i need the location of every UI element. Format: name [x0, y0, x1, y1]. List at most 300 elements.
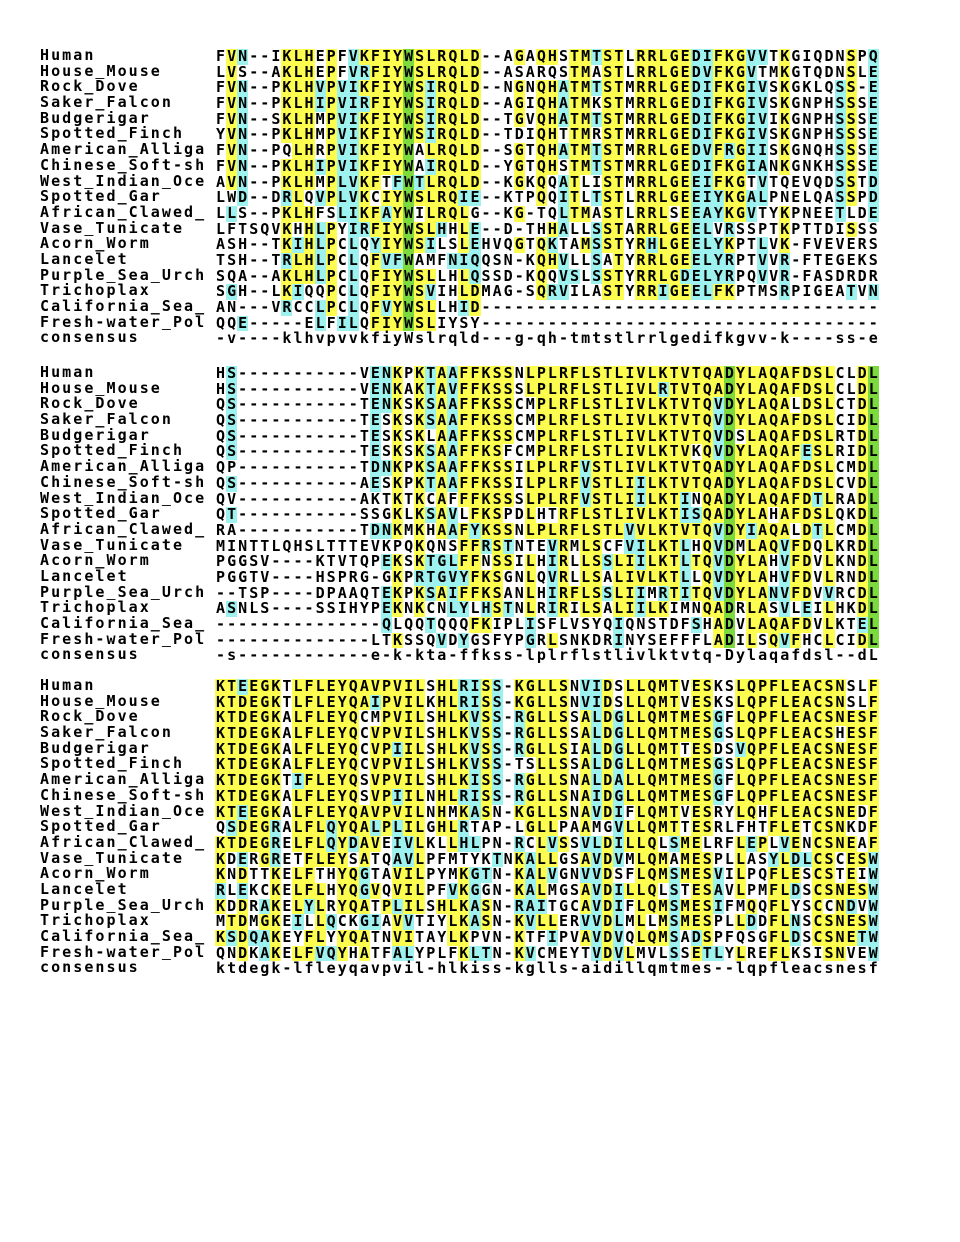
residue: A	[780, 395, 790, 414]
residue: -	[271, 583, 281, 602]
residue: I	[459, 298, 469, 316]
residue: T	[802, 219, 812, 238]
residue: -	[304, 411, 314, 430]
residue: N	[381, 458, 391, 477]
residue: R	[558, 489, 568, 508]
residue: G	[669, 156, 679, 175]
residue: F	[769, 692, 779, 711]
residue: T	[669, 786, 679, 805]
sequence	[215, 960, 879, 976]
residue: E	[249, 724, 259, 743]
residue: S	[216, 282, 226, 301]
residue: P	[326, 188, 336, 207]
residue: D	[724, 395, 734, 414]
residue: L	[658, 219, 668, 238]
residue: S	[702, 849, 712, 868]
residue: K	[393, 442, 403, 461]
residue: L	[614, 458, 624, 477]
residue: -	[227, 583, 237, 602]
residue: Q	[359, 266, 369, 285]
residue: C	[813, 865, 823, 884]
residue: S	[238, 203, 248, 222]
residue: F	[337, 62, 347, 81]
residue: L	[824, 458, 834, 477]
residue: G	[260, 755, 270, 774]
residue: G	[359, 912, 369, 931]
residue: L	[868, 364, 878, 382]
residue: E	[802, 599, 812, 618]
residue: Q	[647, 833, 657, 852]
residue: L	[868, 473, 878, 492]
residue: S	[846, 141, 856, 160]
residue: C	[337, 235, 347, 254]
residue: K	[393, 411, 403, 430]
residue: T	[614, 235, 624, 254]
residue: V	[758, 266, 768, 285]
residue: F	[680, 630, 690, 649]
residue: M	[680, 865, 690, 884]
residue: H	[326, 880, 336, 899]
residue: L	[337, 203, 347, 222]
residue: R	[558, 426, 568, 445]
residue: V	[315, 188, 325, 207]
residue: M	[525, 395, 535, 414]
residue: L	[614, 583, 624, 602]
residue: G	[791, 156, 801, 175]
residue: R	[282, 250, 292, 269]
residue: K	[370, 489, 380, 508]
residue: N	[238, 47, 248, 65]
residue: L	[747, 552, 757, 571]
residue: T	[813, 250, 823, 269]
residue: P	[404, 583, 414, 602]
residue: M	[581, 141, 591, 160]
species-label: California_Sea_	[40, 616, 207, 632]
residue: f	[370, 329, 380, 348]
residue: D	[724, 364, 734, 382]
residue: P	[536, 379, 546, 398]
residue: -	[492, 109, 502, 128]
residue: M	[658, 677, 668, 695]
residue: -	[348, 473, 358, 492]
residue: G	[525, 692, 535, 711]
residue: L	[780, 724, 790, 743]
residue: V	[813, 615, 823, 633]
residue: -	[680, 298, 690, 316]
residue: -	[260, 329, 270, 348]
residue: e	[680, 329, 690, 348]
residue: A	[337, 583, 347, 602]
residue: E	[282, 880, 292, 899]
residue: G	[735, 78, 745, 97]
residue: T	[691, 426, 701, 445]
residue: L	[702, 630, 712, 649]
residue: L	[636, 865, 646, 884]
residue: S	[747, 928, 757, 946]
residue: G	[669, 94, 679, 113]
residue: S	[326, 567, 336, 586]
residue: -	[492, 94, 502, 113]
residue: -	[304, 426, 314, 445]
residue: L	[780, 692, 790, 711]
residue: H	[547, 109, 557, 128]
residue: G	[791, 109, 801, 128]
residue: P	[713, 912, 723, 931]
residue: L	[536, 912, 546, 931]
residue: F	[304, 943, 314, 962]
residue: -	[857, 78, 867, 97]
residue: L	[747, 599, 757, 618]
residue: T	[769, 172, 779, 191]
residue: L	[747, 411, 757, 430]
residue: L	[581, 219, 591, 238]
consensus-row	[40, 647, 879, 663]
residue: V	[381, 298, 391, 316]
residue: K	[282, 203, 292, 222]
residue: -	[724, 313, 734, 332]
residue: K	[282, 78, 292, 97]
residue: T	[857, 928, 867, 946]
residue: I	[381, 78, 391, 97]
residue: S	[702, 865, 712, 884]
residue: K	[835, 552, 845, 571]
residue: E	[326, 755, 336, 774]
residue: s	[558, 959, 568, 978]
residue: I	[846, 630, 856, 649]
residue: -	[304, 552, 314, 571]
residue: E	[238, 880, 248, 899]
residue: Q	[448, 188, 458, 207]
residue: C	[525, 833, 535, 852]
residue: I	[625, 552, 635, 571]
residue: S	[227, 818, 237, 837]
residue: G	[238, 552, 248, 571]
residue: S	[426, 411, 436, 430]
residue: R	[647, 94, 657, 113]
residue: K	[415, 395, 425, 414]
residue: V	[370, 677, 380, 695]
residue: V	[846, 943, 856, 962]
residue: R	[647, 203, 657, 222]
residue: S	[260, 599, 270, 618]
species-label: Vase_Tunicate	[40, 537, 185, 554]
residue: S	[503, 426, 513, 445]
residue: R	[713, 802, 723, 821]
residue: F	[570, 583, 580, 602]
residue: L	[348, 235, 358, 254]
residue: -	[315, 411, 325, 430]
residue: L	[857, 677, 867, 695]
residue: L	[393, 896, 403, 915]
residue: I	[747, 109, 757, 128]
residue: S	[669, 928, 679, 946]
residue: G	[260, 802, 270, 821]
residue: S	[426, 677, 436, 695]
residue: A	[581, 786, 591, 805]
residue: A	[835, 282, 845, 301]
residue: M	[581, 94, 591, 113]
residue: T	[592, 141, 602, 160]
residue: -	[381, 646, 391, 665]
residue: -	[802, 329, 812, 348]
residue: T	[227, 724, 237, 743]
residue: I	[348, 109, 358, 128]
species-label: Human	[40, 678, 96, 694]
residue: F	[370, 172, 380, 191]
residue: A	[780, 379, 790, 398]
residue: K	[514, 943, 524, 962]
residue: Q	[813, 62, 823, 81]
residue: F	[459, 426, 469, 445]
residue: P	[271, 78, 281, 97]
residue: Q	[769, 364, 779, 382]
residue: S	[227, 411, 237, 430]
residue: L	[315, 818, 325, 837]
residue: L	[426, 47, 436, 65]
residue: -	[481, 109, 491, 128]
residue: T	[669, 583, 679, 602]
residue: L	[271, 282, 281, 301]
residue: T	[669, 818, 679, 837]
residue: D	[857, 505, 867, 524]
residue: Q	[448, 172, 458, 191]
residue: E	[680, 78, 690, 97]
residue: L	[415, 818, 425, 837]
residue: S	[702, 771, 712, 790]
residue: A	[437, 583, 447, 602]
residue: Y	[625, 250, 635, 269]
residue: K	[393, 395, 403, 414]
residue: E	[791, 802, 801, 821]
residue: F	[370, 282, 380, 301]
residue: D	[238, 708, 248, 727]
residue: T	[769, 219, 779, 238]
residue: Q	[459, 615, 469, 633]
residue: H	[547, 141, 557, 160]
residue: F	[791, 567, 801, 586]
residue: V	[581, 912, 591, 931]
residue: D	[724, 426, 734, 445]
residue: M	[426, 250, 436, 269]
residue: A	[216, 298, 226, 316]
residue: F	[724, 896, 734, 915]
residue: -	[481, 94, 491, 113]
residue: -	[293, 411, 303, 430]
residue: S	[702, 708, 712, 727]
residue: D	[470, 78, 480, 97]
residue: E	[791, 771, 801, 790]
residue: V	[780, 599, 790, 618]
residue: H	[437, 786, 447, 805]
residue: -	[238, 298, 248, 316]
residue: -	[249, 313, 259, 332]
residue: -	[238, 473, 248, 492]
residue: R	[846, 266, 856, 285]
residue: k	[658, 646, 668, 665]
residue: F	[370, 298, 380, 316]
residue: k	[724, 329, 734, 348]
residue: K	[658, 411, 668, 430]
residue: L	[536, 739, 546, 758]
residue: -	[326, 364, 336, 382]
residue: P	[536, 442, 546, 461]
residue: k	[393, 646, 403, 665]
residue: I	[404, 739, 414, 758]
residue: S	[481, 724, 491, 743]
residue: T	[846, 395, 856, 414]
residue: K	[271, 880, 281, 899]
residue: -	[481, 313, 491, 332]
residue: S	[702, 928, 712, 946]
residue: V	[813, 552, 823, 571]
residue: K	[713, 677, 723, 695]
residue: F	[370, 62, 380, 81]
residue: S	[348, 849, 358, 868]
residue: S	[503, 520, 513, 539]
residue: Y	[337, 708, 347, 727]
residue: A	[282, 802, 292, 821]
residue: R	[558, 520, 568, 539]
residue: D	[603, 771, 613, 790]
residue: E	[326, 739, 336, 758]
residue: -	[857, 329, 867, 348]
sequence	[215, 252, 879, 268]
residue: I	[370, 912, 380, 931]
residue: A	[437, 505, 447, 524]
residue: K	[780, 156, 790, 175]
residue: D	[315, 583, 325, 602]
residue: K	[581, 630, 591, 649]
residue: C	[835, 520, 845, 539]
residue: K	[724, 109, 734, 128]
residue: T	[603, 458, 613, 477]
residue: L	[868, 489, 878, 508]
residue: R	[514, 771, 524, 790]
residue: L	[581, 426, 591, 445]
residue: N	[238, 599, 248, 618]
residue: T	[669, 379, 679, 398]
residue: N	[835, 833, 845, 852]
residue: S	[735, 426, 745, 445]
residue: G	[470, 630, 480, 649]
residue: S	[492, 442, 502, 461]
residue: N	[514, 583, 524, 602]
residue: P	[758, 219, 768, 238]
residue: -	[249, 646, 259, 665]
residue: F	[393, 250, 403, 269]
residue: -	[525, 298, 535, 316]
residue: Y	[393, 94, 403, 113]
residue: L	[868, 583, 878, 602]
residue: G	[713, 708, 723, 727]
residue: P	[326, 156, 336, 175]
residue: D	[724, 473, 734, 492]
residue: F	[713, 172, 723, 191]
residue: -	[238, 458, 248, 477]
residue: L	[293, 62, 303, 81]
residue: Q	[647, 880, 657, 899]
alignment-row	[40, 553, 879, 569]
residue: C	[260, 880, 270, 899]
residue: S	[857, 912, 867, 931]
residue: K	[393, 426, 403, 445]
residue: M	[448, 849, 458, 868]
residue: C	[337, 298, 347, 316]
residue: A	[802, 677, 812, 695]
residue: Q	[216, 395, 226, 414]
residue: C	[304, 298, 314, 316]
residue: A	[780, 615, 790, 633]
residue: E	[680, 156, 690, 175]
residue: -	[260, 411, 270, 430]
residue: F	[470, 615, 480, 633]
residue: -	[813, 313, 823, 332]
residue: V	[592, 849, 602, 868]
residue: E	[680, 125, 690, 144]
residue: A	[780, 473, 790, 492]
residue: F	[868, 677, 878, 695]
residue: I	[735, 630, 745, 649]
residue: T	[592, 47, 602, 65]
residue: I	[747, 156, 757, 175]
residue: -	[481, 298, 491, 316]
residue: G	[735, 156, 745, 175]
residue: a	[581, 959, 591, 978]
residue: V	[713, 567, 723, 586]
residue: K	[780, 125, 790, 144]
alignment-row	[40, 443, 879, 459]
residue: V	[393, 771, 403, 790]
alignment-row	[40, 475, 879, 491]
residue: T	[426, 379, 436, 398]
residue: S	[481, 802, 491, 821]
residue: T	[348, 552, 358, 571]
residue: t	[603, 646, 613, 665]
residue: V	[437, 630, 447, 649]
residue: -	[293, 426, 303, 445]
residue: G	[227, 282, 237, 301]
residue: Q	[647, 818, 657, 837]
residue: Y	[470, 313, 480, 332]
residue: L	[824, 442, 834, 461]
residue: T	[459, 849, 469, 868]
residue: L	[780, 928, 790, 946]
residue: S	[702, 739, 712, 758]
residue: P	[381, 771, 391, 790]
residue: E	[791, 833, 801, 852]
residue: R	[647, 156, 657, 175]
residue: -	[724, 959, 734, 978]
residue: R	[558, 379, 568, 398]
residue: L	[437, 833, 447, 852]
residue: K	[415, 442, 425, 461]
residue: S	[702, 692, 712, 711]
residue: V	[680, 473, 690, 492]
residue: Q	[780, 172, 790, 191]
residue: L	[658, 62, 668, 81]
residue: -	[282, 458, 292, 477]
residue: T	[592, 188, 602, 207]
residue: Q	[702, 458, 712, 477]
residue: K	[481, 489, 491, 508]
residue: -	[348, 442, 358, 461]
residue: N	[835, 943, 845, 962]
residue: S	[415, 630, 425, 649]
residue: K	[658, 426, 668, 445]
residue: F	[769, 928, 779, 946]
residue: L	[547, 677, 557, 695]
residue: F	[216, 156, 226, 175]
